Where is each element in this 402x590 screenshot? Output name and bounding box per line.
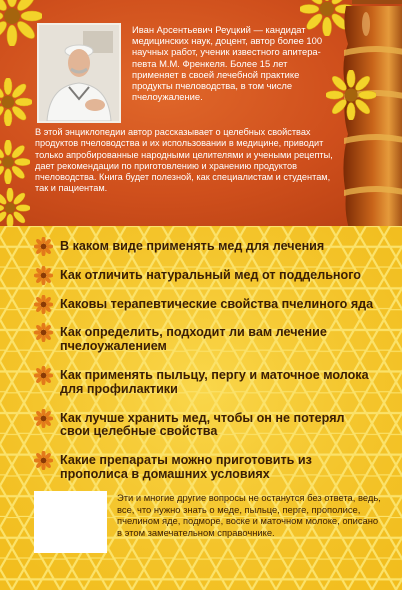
closing-text: Эти и многие другие вопросы не останутся без ответа, ведь, все, что нужно знать о меде, пыльце, перге, прополисе, пчелином яде, подморе, воске и маточном молоке, описано в этом замечательном справочнике. — [117, 492, 381, 539]
bullet-flower-icon — [34, 451, 53, 470]
list-item — [36, 412, 376, 440]
bullet-flower-icon — [34, 266, 53, 285]
question-text: Как отличить натуральный мед от поддельного — [60, 267, 362, 282]
list-item — [36, 298, 376, 312]
questions-list — [36, 240, 376, 482]
book-description: В этой энциклопедии автор рассказывает о целебных свойствах продуктов пчеловодства и их использовании в медицине, приводит только апробированные народными целителями и учеными рецепты, дает рекомендации по приготовлению и хранению продуктов пчеловодства. Книга будет полезной, как специалистам и студентам, так и пациентам. — [35, 127, 333, 194]
bullet-flower-icon — [34, 237, 53, 256]
sunflower-icon — [0, 140, 30, 184]
list-item — [36, 454, 376, 482]
list-item — [36, 369, 376, 397]
question-text: В каком виде применять мед для лечения — [60, 239, 325, 253]
question-text: Каковы терапевтические свойства пчелиного яда — [60, 296, 374, 311]
bullet-flower-icon — [34, 295, 53, 314]
author-photo — [37, 23, 121, 123]
honeycomb-section — [0, 226, 402, 590]
author-bio: Иван Арсентьевич Реуцкий — кандидат медицинских наук, доцент, автор более 100 научных работ, ученик известного апитера-певта М.М. Френкеля. Более 15 лет применяет в своей лечебной практике продукты пчеловодства, в том числе пчелоужаление. — [132, 24, 323, 103]
list-item — [36, 269, 376, 283]
bullet-flower-icon — [34, 366, 53, 385]
sunflower-icon — [326, 70, 376, 120]
top-band — [0, 0, 402, 226]
sunflower-icon — [0, 78, 32, 126]
list-item — [36, 240, 376, 254]
barcode-placeholder — [34, 491, 107, 553]
question-text: Какие препараты можно приготовить из прополиса в домашних условиях — [60, 453, 312, 481]
sunflower-icon — [0, 188, 30, 226]
question-text: Как лучше хранить мед, чтобы он не потерял свои целебные свойства — [60, 410, 345, 439]
question-text: Как определить, подходит ли вам лечение пчелоужалением — [60, 325, 327, 354]
sunflower-icon — [0, 0, 42, 46]
list-item — [36, 326, 376, 354]
bullet-flower-icon — [34, 409, 53, 428]
question-text: Как применять пыльцу, пергу и маточное молока для профилактики — [60, 367, 369, 396]
bullet-flower-icon — [34, 323, 53, 342]
